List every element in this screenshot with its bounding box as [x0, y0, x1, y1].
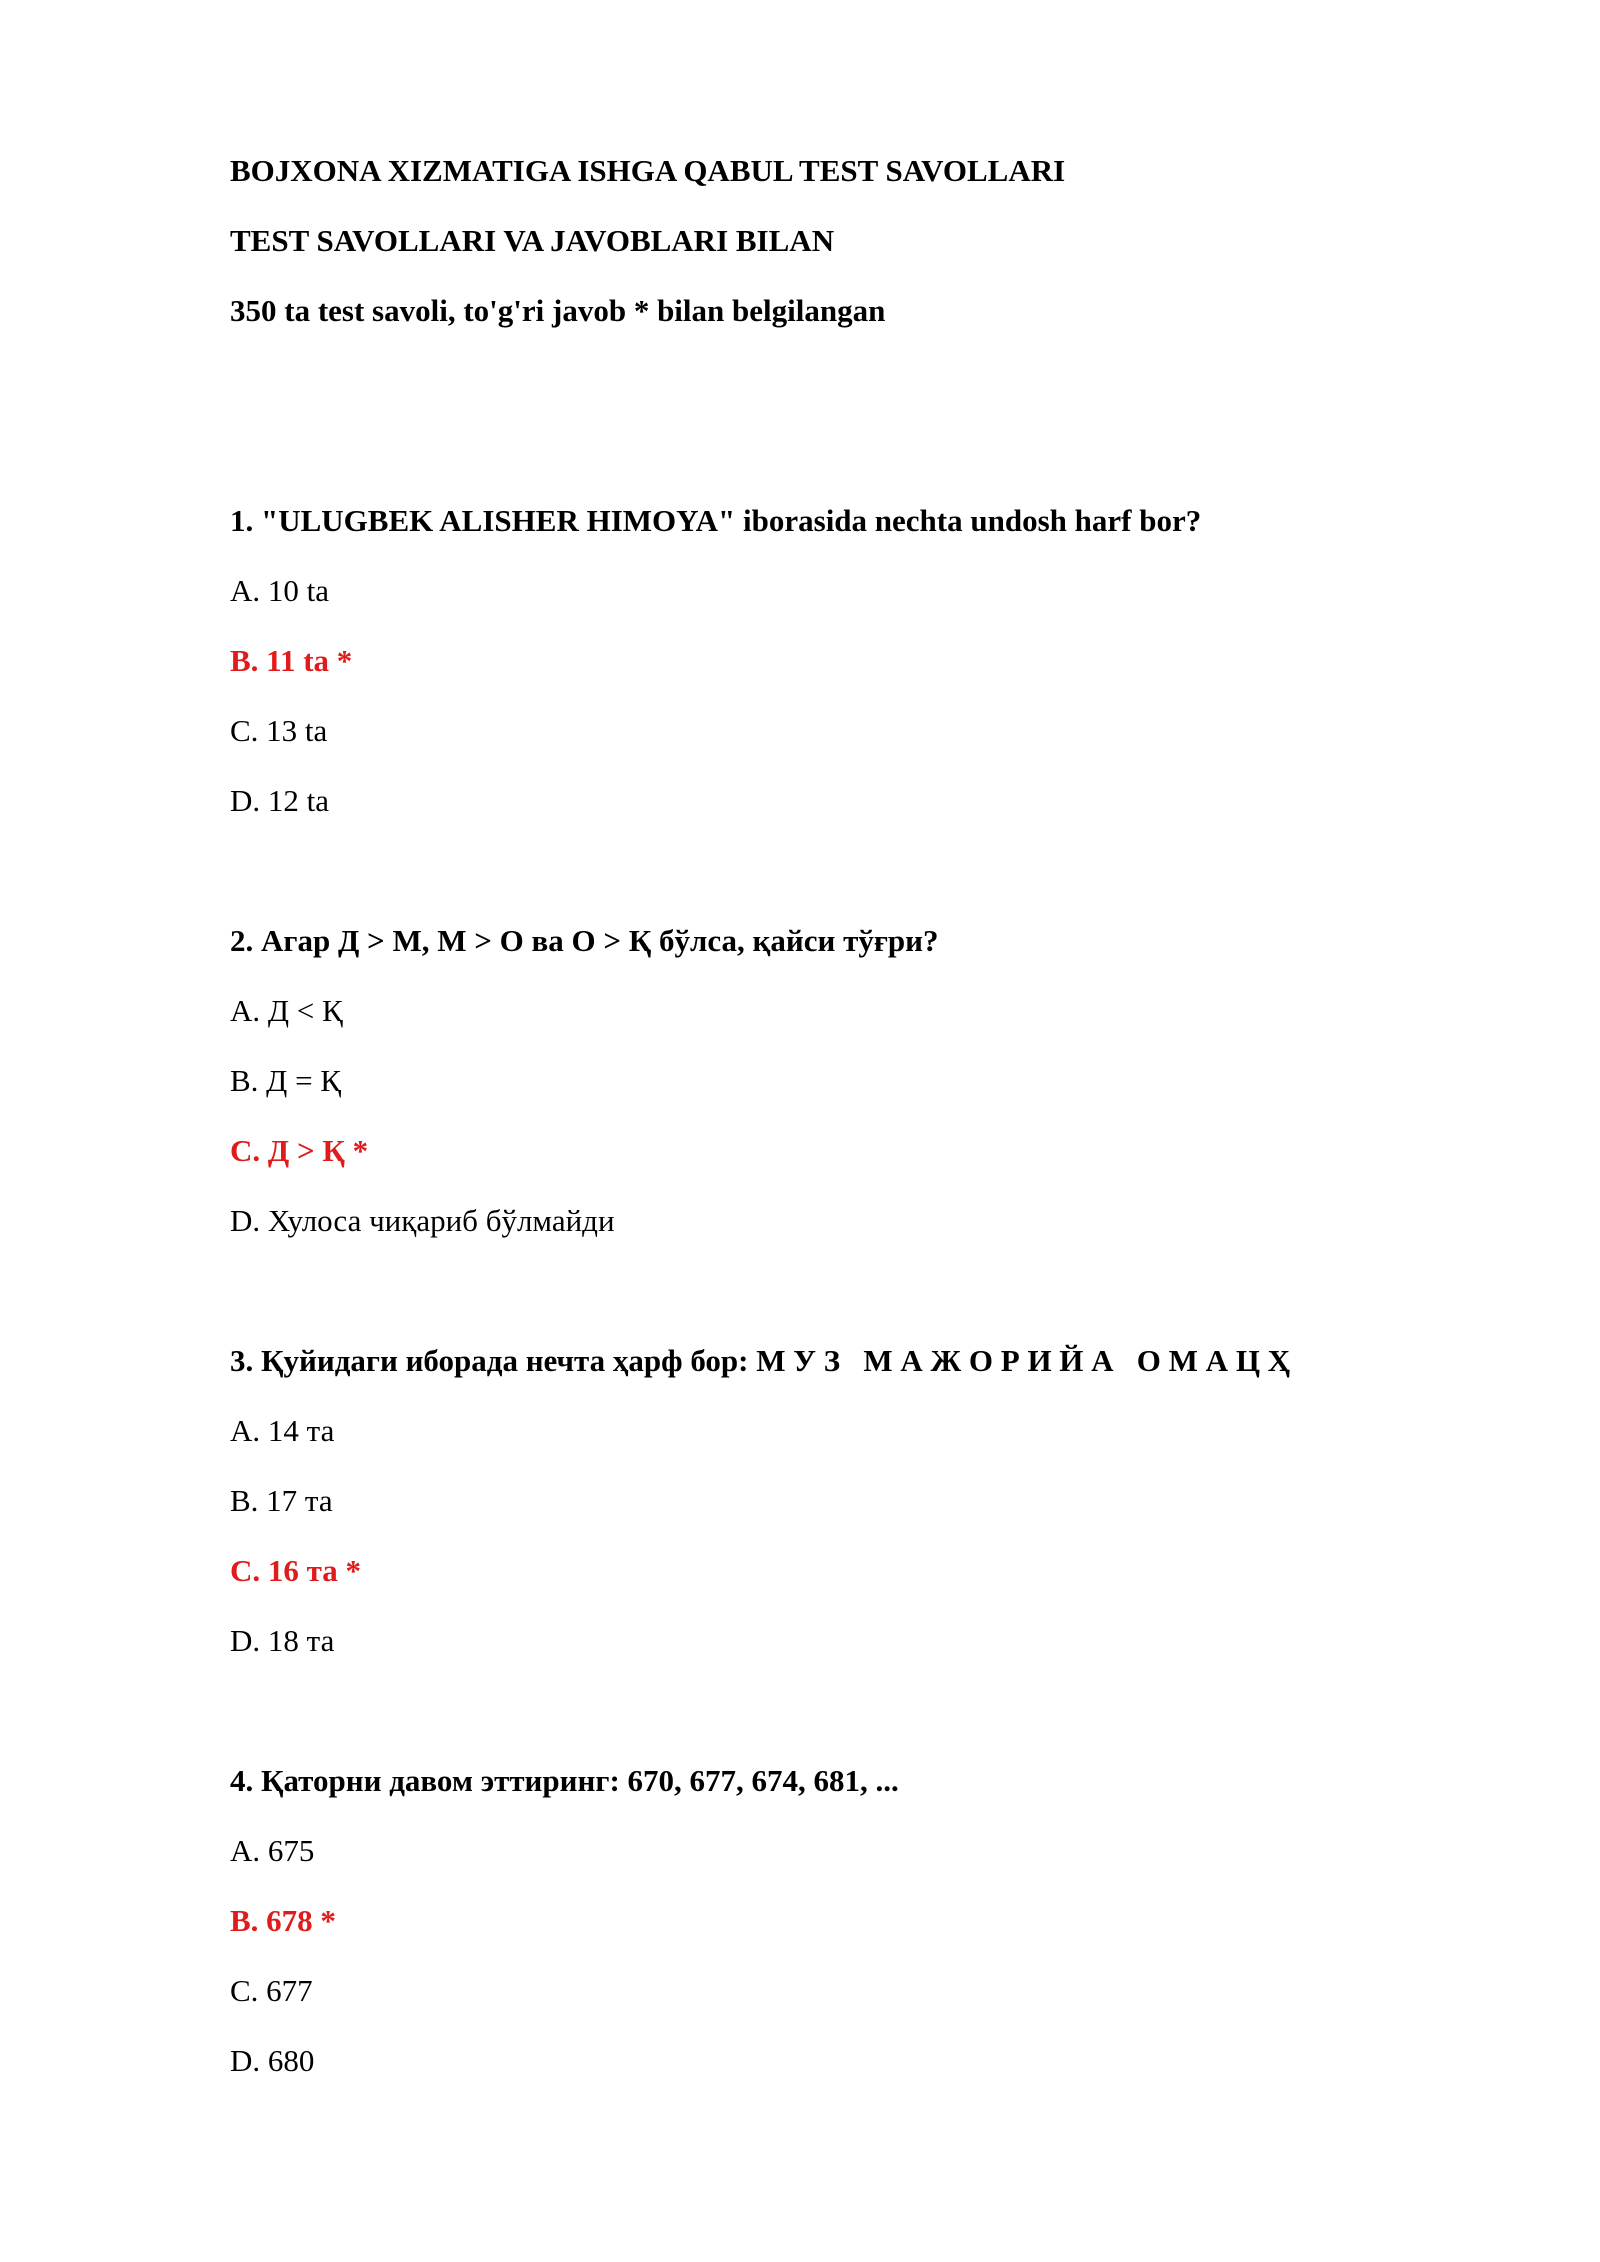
question-3-text: 3. Қуйидаги иборада нечта ҳарф бор: М У З М А Ж О Р И Й А О М А Ц Ҳ — [230, 1343, 1291, 1378]
question-4-option-b-correct: B. 678 * — [230, 1903, 336, 1938]
question-4-option-c: C. 677 — [230, 1973, 313, 2008]
question-3-option-a: A. 14 та — [230, 1413, 335, 1448]
question-3-option-d: D. 18 та — [230, 1623, 335, 1658]
question-4-option-a: A. 675 — [230, 1833, 315, 1868]
document-subtitle: TEST SAVOLLARI VA JAVOBLARI BILAN — [230, 223, 835, 258]
question-1-option-a: A. 10 ta — [230, 573, 330, 608]
document-note: 350 ta test savoli, to'g'ri javob * bilan belgilangan — [230, 293, 886, 328]
question-2-text: 2. Агар Д > М, М > О ва О > Қ бўлса, қайси тўғри? — [230, 923, 939, 958]
question-2-option-c-correct: C. Д > Қ * — [230, 1133, 369, 1168]
question-1-option-b-correct: B. 11 ta * — [230, 643, 353, 678]
question-4-option-d: D. 680 — [230, 2043, 315, 2078]
question-1-option-d: D. 12 ta — [230, 783, 330, 818]
question-2-option-d: D. Хулоса чиқариб бўлмайди — [230, 1203, 615, 1238]
question-1-option-c: C. 13 ta — [230, 713, 328, 748]
question-3-option-b: B. 17 та — [230, 1483, 333, 1518]
document-title: BOJXONA XIZMATIGA ISHGA QABUL TEST SAVOLLARI — [230, 153, 1066, 188]
question-1-text: 1. "ULUGBEK ALISHER HIMOYA" iborasida nechta undosh harf bor? — [230, 503, 1202, 538]
question-2-option-b: B. Д = Қ — [230, 1063, 341, 1098]
question-2-option-a: A. Д < Қ — [230, 993, 343, 1028]
question-3-option-c-correct: C. 16 та * — [230, 1553, 361, 1588]
question-4-text: 4. Қаторни давом эттиринг: 670, 677, 674, 681, ... — [230, 1763, 899, 1798]
